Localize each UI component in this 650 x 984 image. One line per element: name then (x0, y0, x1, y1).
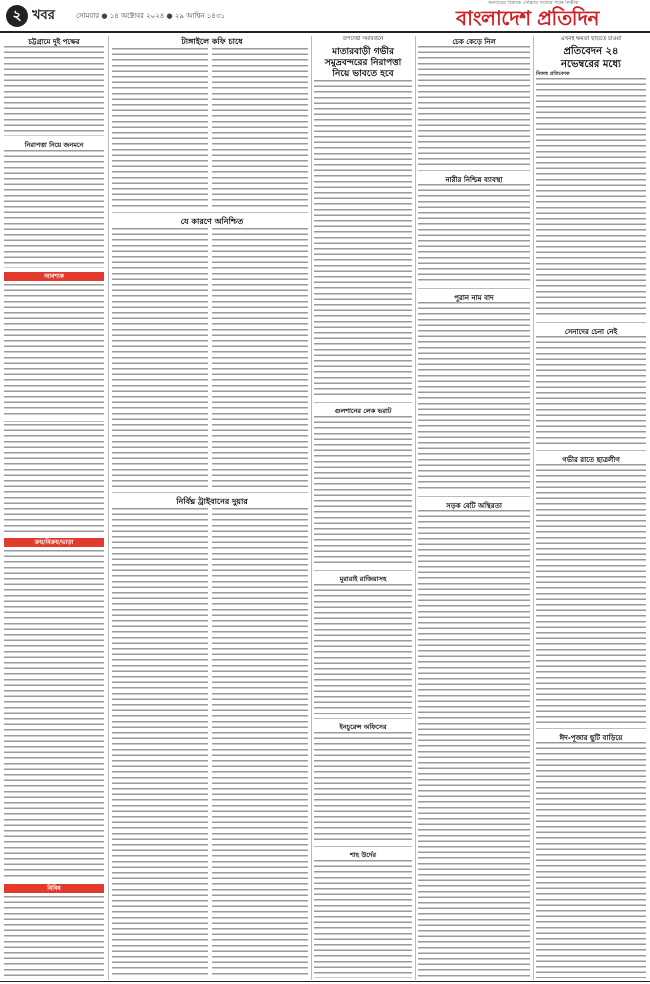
column-rule (533, 36, 534, 980)
logo-text: বাংলাদেশ প্রতিদিন (456, 6, 599, 30)
article8-body (314, 416, 412, 566)
divider (314, 846, 412, 847)
right-byline: নিজস্ব প্রতিবেদক (536, 71, 570, 77)
article2-body-a (112, 228, 208, 488)
article9-body (418, 510, 530, 978)
logo (456, 4, 644, 28)
article6-title: নারীর নিশ্চিন্ন ব্যাবস্থা (445, 176, 503, 184)
article1-title: টাঙ্গাইলে কফি চাষে (181, 37, 243, 46)
column-rule (311, 36, 312, 980)
divider (112, 492, 308, 493)
article3-body-a (112, 508, 208, 978)
article5-title: চেক কেড়ে নিল (452, 38, 496, 46)
masthead (0, 0, 650, 32)
section-name: খবর (32, 8, 55, 23)
divider (314, 718, 412, 719)
right-title-line1: প্রতিবেদন ২৪ (563, 46, 619, 57)
right-story2-body (536, 336, 646, 446)
article4-title-line1: মাতারবাড়ী গভীর (332, 47, 394, 57)
divider (314, 570, 412, 571)
right-story4-body (536, 742, 646, 978)
divider (536, 450, 646, 451)
column-rule (108, 36, 109, 980)
right-kicker: এখনই ক্ষমতা ছাড়তে চাওয়া (560, 36, 622, 42)
right-story3-title: গভীর রাতে ছাত্রলীগ (562, 456, 620, 464)
divider (536, 322, 646, 323)
divider (112, 212, 308, 213)
right-story2-title: সেনাদের চেনা নেই (564, 328, 618, 336)
page-number: ২ (6, 5, 28, 27)
article11-title: ইনচুরেন্স অফিসের (339, 723, 387, 731)
right-story4-title: ঈদ-পূজার ছুটি বাড়িয়ে (559, 734, 623, 742)
article1-body-a (112, 48, 208, 208)
masthead-rule (0, 31, 650, 33)
article4-kicker: উপদেষ্টা সমাবর্তনে (342, 36, 384, 42)
divider (418, 496, 530, 497)
article3-title: নির্বিঘ্ন ট্রাইবানের দুয়ার (176, 497, 248, 506)
footer-rule (0, 981, 650, 982)
article4-title-line3: নিয়ে ভাবতে হবে (332, 69, 394, 79)
divider (314, 402, 412, 403)
article4-title-line2: সমুদ্রবন্দরের নিরাপত্তা (324, 58, 402, 68)
right-title-line2: নভেম্বরের মধ্যে (561, 59, 621, 70)
article9-title: সড়ক বেটি অস্থিরতা (446, 502, 502, 510)
right-story3-body (536, 464, 646, 724)
article3-body-b (212, 508, 308, 978)
article10-title: মুরারাই রাজিয়াসহ (339, 575, 387, 583)
right-lead-body (536, 78, 646, 318)
story2-body (4, 150, 104, 268)
article7-body (418, 302, 530, 492)
article10-body (314, 584, 412, 714)
article6-body (418, 184, 530, 284)
sale-body (4, 550, 104, 880)
article7-title: পুরান নাম বাদ (454, 294, 494, 302)
logo-tagline: অন্যায়ের বিরুদ্ধে সোচ্চার সত্যের পক্ষে নির্ভীক (488, 0, 579, 6)
sale-header: ক্রয়/বিক্রয়/ভাড়া (4, 538, 104, 547)
classifieds-header: আবশ্যক (4, 272, 104, 281)
classifieds-body-1 (4, 284, 104, 418)
article5-body (418, 46, 530, 166)
misc-body (4, 896, 104, 978)
article1-body-b (212, 48, 308, 208)
article8-title: গুলশানের লেক ভরাট (334, 407, 392, 415)
divider (4, 421, 104, 422)
divider (536, 728, 646, 729)
story2-title: নিরাপত্তা নিয়ে জনমনে (24, 141, 84, 149)
story1-title: চট্টগ্রামে দুই পক্ষের (28, 38, 80, 46)
divider (418, 170, 530, 171)
dateline: সোমবার ● ১৪ অক্টোবর ২০২৪ ● ২৯ আশ্বিন ১৪৩১ (76, 12, 225, 20)
column-rule (415, 36, 416, 980)
article4-body (314, 80, 412, 398)
classifieds-body-2 (4, 424, 104, 534)
divider (418, 288, 530, 289)
misc-header: বিবিধ (4, 884, 104, 893)
story1-body (4, 46, 104, 136)
article12-title: শাহ উর্দের (349, 851, 377, 859)
article2-body-b (212, 228, 308, 488)
article11-body (314, 732, 412, 842)
article12-body (314, 860, 412, 978)
article2-title: যে কারণে অনিশ্চিত (180, 217, 244, 226)
